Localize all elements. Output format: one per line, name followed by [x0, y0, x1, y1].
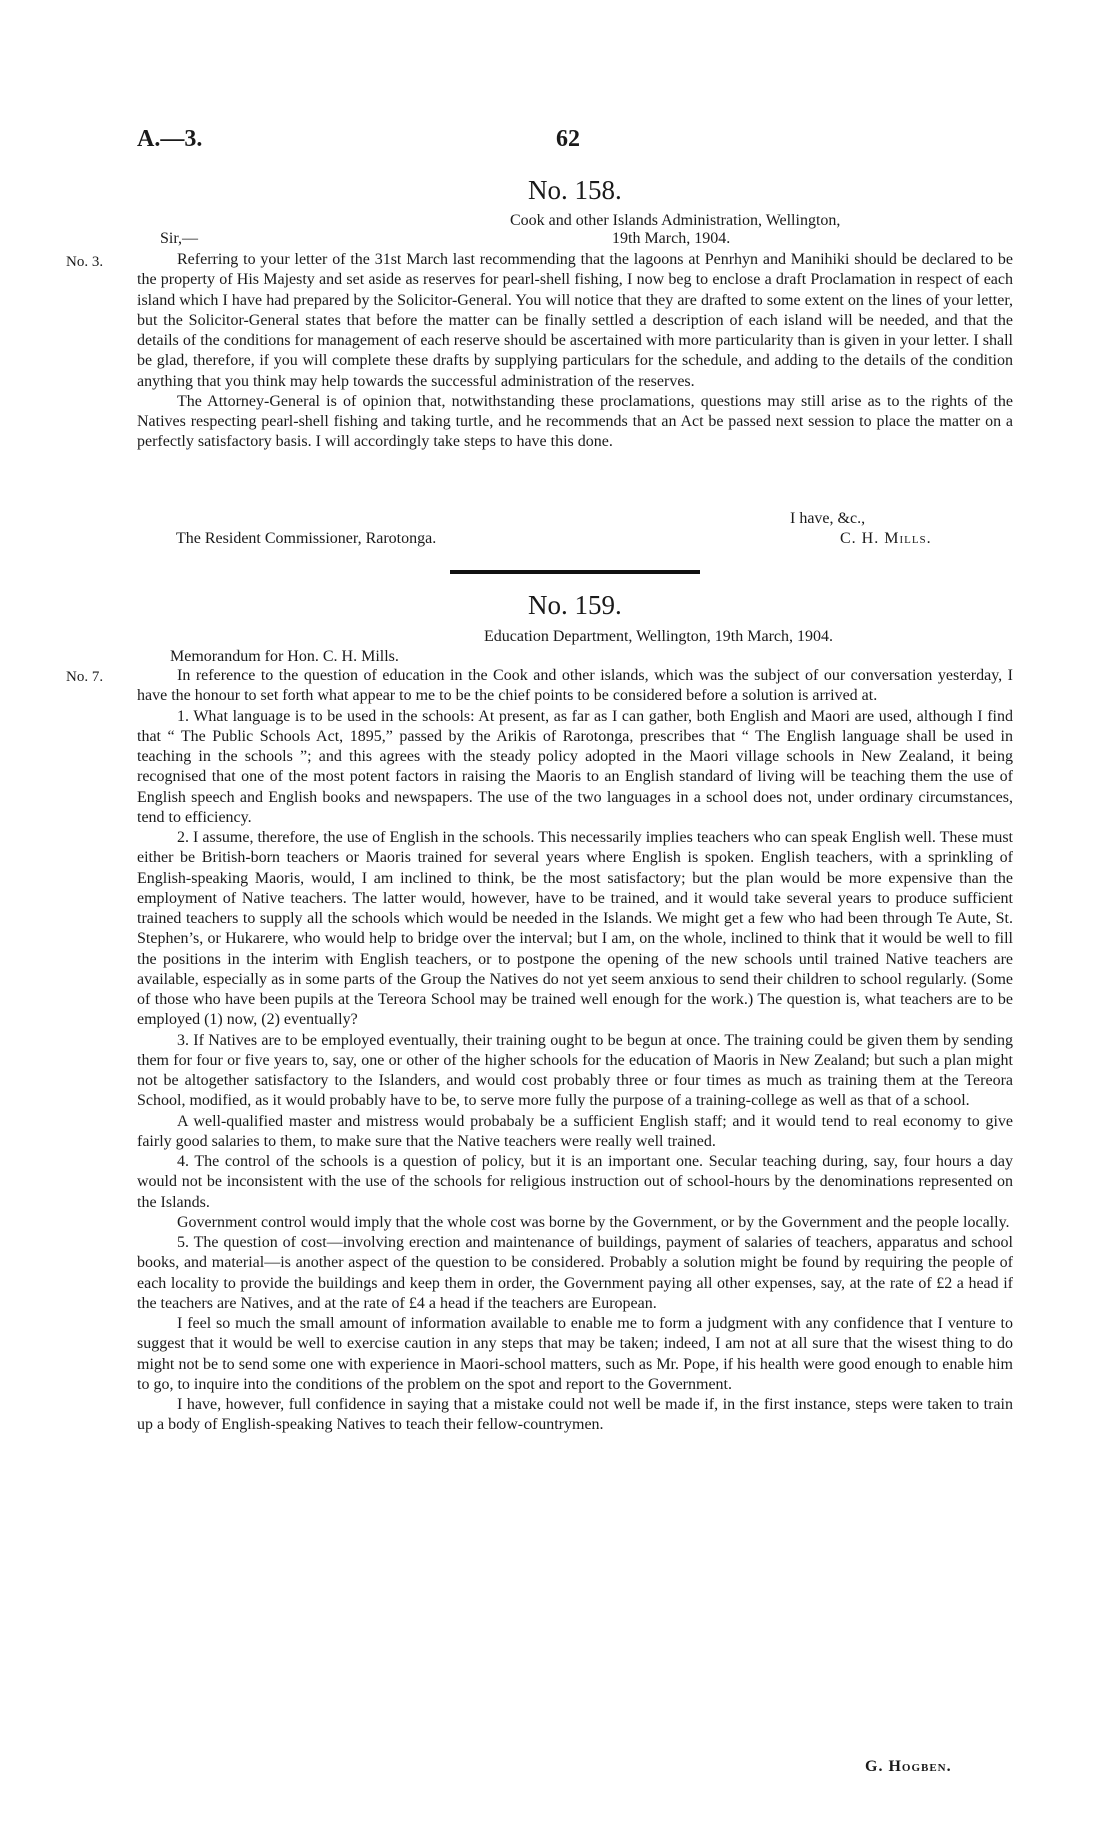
paragraph: A well-qualified master and mistress would probabaly be a sufficient English staff; and it would tend to real economy to give fairly good salaries to them, to make sure that the Native teachers were really well trained.: [137, 1112, 1013, 1150]
series-reference: A.—3.: [137, 126, 203, 152]
signature-158: C. H. Mills.: [840, 530, 932, 547]
margin-reference-159: No. 7.: [66, 669, 104, 685]
document-number-158: No. 158.: [528, 175, 622, 205]
paragraph: 5. The question of cost—involving erection and maintenance of buildings, payment of salaries of teachers, apparatus and school books, and material—is another aspect of the question to be considered. Probably a solution might be found by requiring the people of each locality to provide the buildings and keep them in order, the Government paying all other expenses, say, at the rate of £2 a head if the teachers are Natives, and at the rate of £4 a head if the teachers are European.: [137, 1234, 1013, 1312]
memorandum-heading: Memorandum for Hon. C. H. Mills.: [170, 648, 399, 665]
office-address-158: Cook and other Islands Administration, Wellington,: [510, 212, 841, 229]
memorandum-body-159: [137, 666, 1013, 1436]
paragraph: In reference to the question of education in the Cook and other islands, which was the subject of our conversation yesterday, I have the honour to set forth what appear to me to be the chief points to be considered before a solution is arrived at.: [137, 667, 1013, 705]
closing: I have, &c.,: [790, 510, 866, 527]
paragraph: 2. I assume, therefore, the use of English in the schools. This necessarily implies teachers who can speak English well. These must either be British-born teachers or Maoris trained for several years where English is spoken. English teachers, with a sprinkling of English-speaking Maoris, would, I am inclined to think, be the most satisfactory; but the plan would be more expensive than the employment of Native teachers. The latter would, however, have to be trained, and it would take several years to produce sufficient trained teachers to supply all the schools which would be needed in the Islands. We might get a few who had been through Te Aute, St. Stephen’s, or Hukarere, who would help to bridge over the interval; but I am, on the whole, inclined to think that it would be well to fill the positions in the interim with English teachers, or to postpone the opening of the new schools until trained Native teachers are available, especially as in some parts of the Group the Natives do not yet seem anxious to send their children to school regularly. (Some of those who have been pupils at the Tereora School may be trained well enough for the work.) The question is, what teachers are to be employed (1) now, (2) eventually?: [137, 829, 1013, 1029]
paragraph: I have, however, full confidence in saying that a mistake could not well be made if, in the first instance, steps were taken to train up a body of English-speaking Natives to teach their fellow-countrymen.: [137, 1396, 1013, 1434]
letter-body-158: [137, 250, 1013, 453]
paragraph: Referring to your letter of the 31st March last recommending that the lagoons at Penrhyn and Manihiki should be declared to be the property of His Majesty and set aside as reserves for pearl-shell fishing, I now beg to enclose a draft Proclamation in respect of each island which I have had prepared by the Solicitor-General. You will notice that they are drafted to some extent on the lines of your letter, but the Solicitor-General states that before the matter can be finally settled a description of each island will be needed, and that the details of the conditions for management of each reserve should be ascertained with more particularity than is given in your letter. I shall be glad, therefore, if you will complete these drafts by supplying particulars for the schedule, and adding to the details of the condition anything that you think may help towards the successful administration of the reserves.: [137, 251, 1013, 390]
addressee: The Resident Commissioner, Rarotonga.: [176, 530, 437, 547]
margin-reference-158: No. 3.: [66, 254, 104, 270]
section-divider: [450, 570, 700, 574]
paragraph: 4. The control of the schools is a question of policy, but it is an important one. Secular teaching during, say, four hours a day would not be inconsistent with the use of the schools for religious instruction out of school-hours by the denominations represented on the Islands.: [137, 1153, 1013, 1211]
paragraph: 3. If Natives are to be employed eventually, their training ought to be begun at once. The training could be given them by sending them for four or five years to, say, one or other of the higher schools for the education of Maoris in New Zealand; but such a plan might not be altogether satisfactory to the Islanders, and would cost probably three or four times as much as training them at the Tereora School, modified, as it would probably have to be, to serve more fully the purpose of a training-college as well as that of a school.: [137, 1031, 1013, 1110]
document-number-159: No. 159.: [528, 590, 622, 620]
paragraph: Government control would imply that the whole cost was borne by the Government, or by the Government and the people locally.: [177, 1213, 1010, 1231]
page-number: 62: [556, 126, 580, 152]
paragraph: I feel so much the small amount of information available to enable me to form a judgment with any confidence that I venture to suggest that it would be well to exercise caution in any steps that may be taken; indeed, I am not at all sure that the wisest thing to do might not be to send some one with experience in Maori-school matters, such as Mr. Pope, if his health were good enough to enable him to go, to inquire into the conditions of the problem on the spot and report to the Government.: [137, 1315, 1013, 1393]
paragraph: The Attorney-General is of opinion that, notwithstanding these proclamations, questions may still arise as to the rights of the Natives respecting pearl-shell fishing and taking turtle, and he recommends that an Act be passed next session to place the matter on a perfectly satisfactory basis. I will accordingly take steps to have this done.: [137, 392, 1013, 451]
signature-159: G. Hogben.: [865, 1758, 952, 1775]
paragraph: 1. What language is to be used in the schools: At present, as far as I can gather, both English and Maori are used, although I find that “ The Public Schools Act, 1895,” passed by the Arikis of Rarotonga, prescribes that “ The English language shall be used in teaching in the schools ”; and this agrees with the steady policy adopted in the Maori village schools in New Zealand, it being recognised that one of the most potent factors in raising the Maoris to an English standard of living will be teaching them the use of English speech and English books and newspapers. The use of the two languages in a school does not, under ordinary circumstances, tend to efficiency.: [137, 707, 1013, 826]
letter-date-158: 19th March, 1904.: [612, 230, 731, 247]
salutation: Sir,—: [160, 230, 199, 247]
office-date-159: Education Department, Wellington, 19th March, 1904.: [484, 628, 834, 645]
